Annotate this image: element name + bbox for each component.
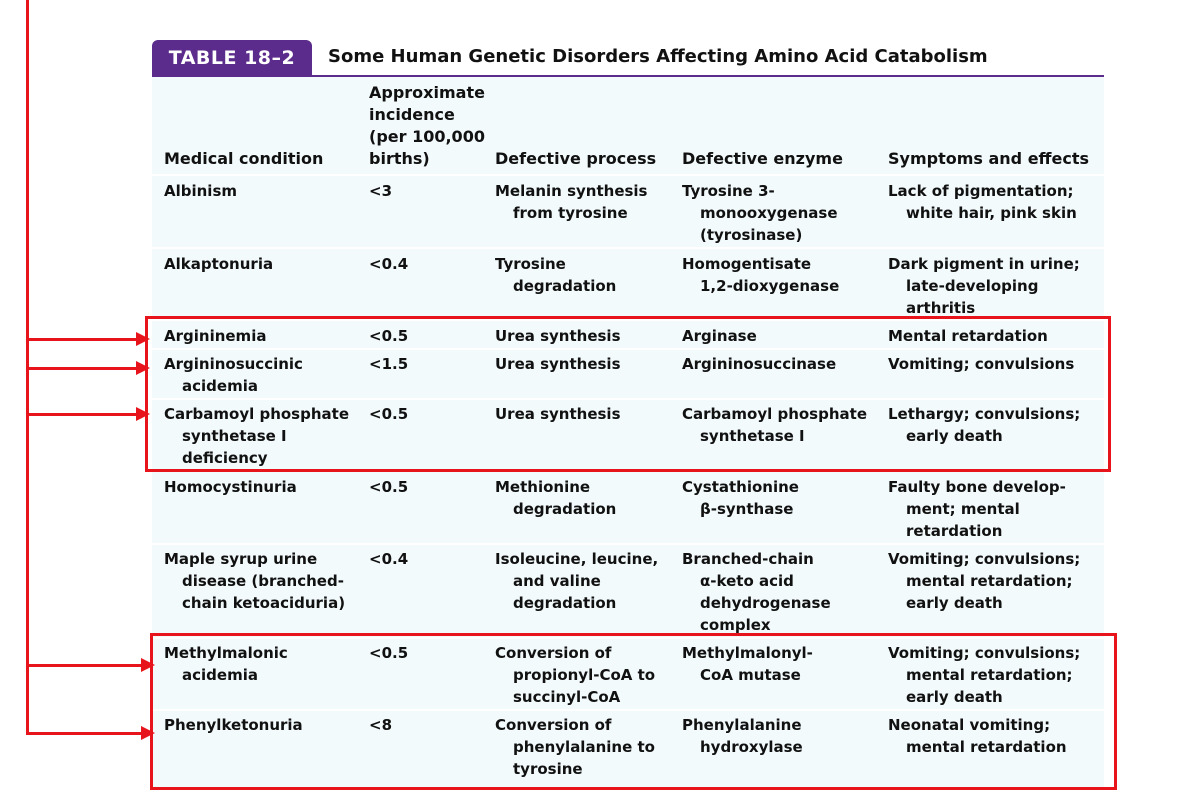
arrow-argininemia-shaft xyxy=(26,338,138,341)
arrow-right-icon xyxy=(141,726,155,740)
row-carbamoyl-symptoms: Lethargy; convulsions; early death xyxy=(888,405,1081,445)
row-phenylketonuria-enzyme: Phenylalanine hydroxylase xyxy=(682,716,803,756)
row-phenylketonuria-symptoms: Neonatal vomiting; mental retardation xyxy=(888,716,1067,756)
row-maple-syrup-condition: Maple syrup urine disease (branched- chain ketoaciduria) xyxy=(164,550,346,612)
arrow-right-icon xyxy=(141,658,155,672)
row-homocystinuria-symptoms: Faulty bone develop- ment; mental retardation xyxy=(888,478,1066,540)
arrow-carbamoyl-shaft xyxy=(26,413,138,416)
header-separator xyxy=(152,174,1104,176)
table-number-badge: TABLE 18–2 xyxy=(152,40,312,76)
header-symptoms: Symptoms and effects xyxy=(888,149,1090,168)
highlight-box-urea-cycle xyxy=(145,316,1111,472)
arrow-right-icon xyxy=(136,332,150,346)
row-argininemia-symptoms: Mental retardation xyxy=(888,327,1048,345)
row-carbamoyl-enzyme: Carbamoyl phosphate synthetase I xyxy=(682,405,867,445)
arrow-methylmalonic-shaft xyxy=(26,664,143,667)
row-alkaptonuria-enzyme: Homogentisate 1,2-dioxygenase xyxy=(682,255,840,295)
row-separator xyxy=(152,247,1104,249)
row-homocystinuria-process: Methionine degradation xyxy=(495,478,617,518)
table-title-bar xyxy=(152,40,1104,76)
row-maple-syrup-process: Isoleucine, leucine, and valine degradation xyxy=(495,550,659,612)
row-albinism-incidence: <3 xyxy=(369,182,393,200)
row-homocystinuria-incidence: <0.5 xyxy=(369,478,409,496)
row-methylmalonic-incidence: <0.5 xyxy=(369,644,409,662)
header-defective-enzyme: Defective enzyme xyxy=(682,149,843,168)
row-phenylketonuria-incidence: <8 xyxy=(369,716,393,734)
row-maple-syrup-enzyme: Branched-chain α-keto acid dehydrogenase complex xyxy=(682,550,831,634)
row-argininemia-condition: Argininemia xyxy=(164,327,267,345)
row-homocystinuria-enzyme: Cystathionine β-synthase xyxy=(682,478,799,518)
row-argininemia-incidence: <0.5 xyxy=(369,327,409,345)
header-incidence: Approximate incidence (per 100,000 births) xyxy=(369,83,485,168)
row-carbamoyl-incidence: <0.5 xyxy=(369,405,409,423)
row-albinism-symptoms: Lack of pigmentation; white hair, pink skin xyxy=(888,182,1077,222)
row-methylmalonic-symptoms: Vomiting; convulsions; mental retardation; early death xyxy=(888,644,1081,706)
row-maple-syrup-symptoms: Vomiting; convulsions; mental retardation; early death xyxy=(888,550,1081,612)
row-alkaptonuria-condition: Alkaptonuria xyxy=(164,255,274,273)
row-argininemia-process: Urea synthesis xyxy=(495,327,621,345)
arrow-argininosuccinic-shaft xyxy=(26,367,138,370)
row-albinism-enzyme: Tyrosine 3- monooxygenase (tyrosinase) xyxy=(682,182,838,244)
row-phenylketonuria-condition: Phenylketonuria xyxy=(164,716,303,734)
header-defective-process: Defective process xyxy=(495,149,657,168)
row-argininosuccinic-process: Urea synthesis xyxy=(495,355,621,373)
arrow-right-icon xyxy=(136,361,150,375)
row-methylmalonic-condition: Methylmalonic acidemia xyxy=(164,644,288,684)
row-albinism-process: Melanin synthesis from tyrosine xyxy=(495,182,648,222)
highlight-box-metabolic xyxy=(150,633,1117,790)
arrow-right-icon xyxy=(136,407,150,421)
row-alkaptonuria-incidence: <0.4 xyxy=(369,255,409,273)
arrow-phenylketonuria-shaft xyxy=(26,732,143,735)
row-albinism-condition: Albinism xyxy=(164,182,238,200)
row-argininosuccinic-enzyme: Argininosuccinase xyxy=(682,355,837,373)
row-argininemia-enzyme: Arginase xyxy=(682,327,757,345)
row-argininosuccinic-incidence: <1.5 xyxy=(369,355,409,373)
row-maple-syrup-incidence: <0.4 xyxy=(369,550,409,568)
header-medical-condition: Medical condition xyxy=(164,149,324,168)
row-methylmalonic-process: Conversion of propionyl-CoA to succinyl-CoA xyxy=(495,644,656,706)
row-carbamoyl-process: Urea synthesis xyxy=(495,405,621,423)
row-methylmalonic-enzyme: Methylmalonyl- CoA mutase xyxy=(682,644,813,684)
row-homocystinuria-condition: Homocystinuria xyxy=(164,478,297,496)
table-title: Some Human Genetic Disorders Affecting Amino Acid Catabolism xyxy=(328,46,988,67)
row-carbamoyl-condition: Carbamoyl phosphate synthetase I deficiency xyxy=(164,405,349,467)
row-phenylketonuria-process: Conversion of phenylalanine to tyrosine xyxy=(495,716,655,778)
row-argininosuccinic-condition: Argininosuccinic acidemia xyxy=(164,355,303,395)
row-separator xyxy=(152,543,1104,545)
row-argininosuccinic-symptoms: Vomiting; convulsions xyxy=(888,355,1075,373)
row-alkaptonuria-process: Tyrosine degradation xyxy=(495,255,617,295)
row-alkaptonuria-symptoms: Dark pigment in urine; late-developing arthritis xyxy=(888,255,1080,317)
